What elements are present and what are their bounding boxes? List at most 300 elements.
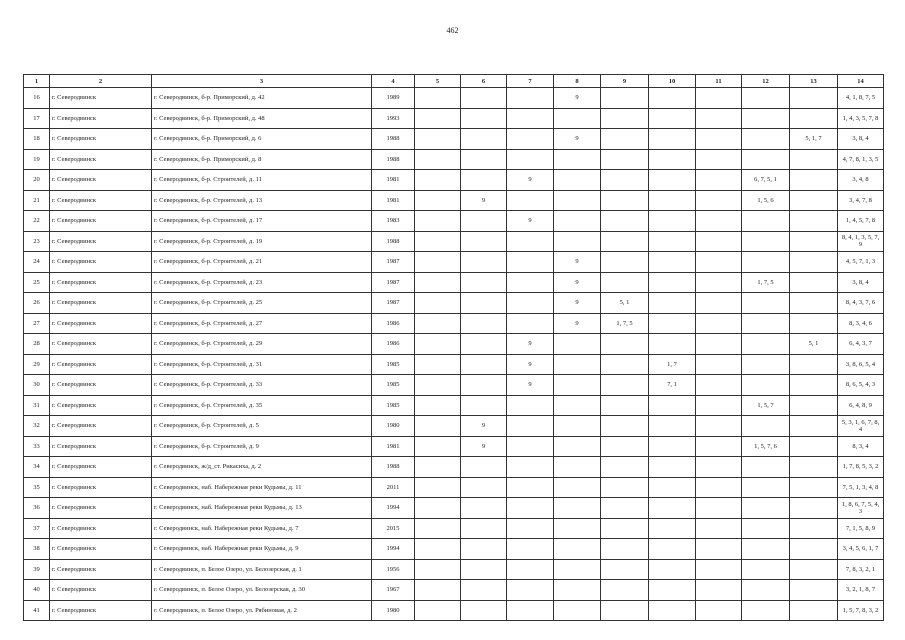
cell-col-6 [461,293,507,314]
cell-col-6 [461,580,507,601]
cell-col-5 [415,170,461,191]
cell-col-12 [742,477,790,498]
cell-col-8 [554,477,601,498]
cell-col-14: 3, 8, 4 [838,129,884,150]
table-row [24,190,884,211]
cell-settlement: г. Северодвинск [50,334,152,355]
cell-col-13 [790,416,838,437]
cell-col-12: 1, 7, 5 [742,272,790,293]
cell-address: г. Северодвинск, наб. Набережная реки Кудьмы, д. 13 [152,498,372,519]
cell-address: г. Северодвинск, б-р. Строителей, д. 23 [152,272,372,293]
cell-row-number: 30 [24,375,50,396]
cell-col-7 [507,457,554,478]
cell-row-number: 22 [24,211,50,232]
cell-col-7 [507,293,554,314]
cell-col-12 [742,498,790,519]
cell-col-6 [461,375,507,396]
cell-col-12 [742,334,790,355]
cell-col-10 [649,88,696,109]
cell-col-9 [601,334,649,355]
cell-col-11 [696,354,742,375]
cell-settlement: г. Северодвинск [50,539,152,560]
cell-col-6 [461,231,507,252]
cell-col-14: 4, 7, 8, 1, 3, 5 [838,149,884,170]
cell-col-8 [554,580,601,601]
cell-col-13 [790,498,838,519]
cell-col-5 [415,272,461,293]
cell-address: г. Северодвинск, б-р. Строителей, д. 11 [152,170,372,191]
cell-col-12 [742,457,790,478]
cell-col-12 [742,293,790,314]
table-row [24,231,884,252]
cell-col-14: 7, 1, 5, 8, 9 [838,518,884,539]
cell-col-7 [507,477,554,498]
cell-col-8 [554,518,601,539]
cell-year-built: 1987 [372,272,415,293]
cell-col-14: 8, 4, 1, 3, 5, 7, 9 [838,231,884,252]
cell-col-8 [554,231,601,252]
column-header-8: 8 [554,75,601,88]
table-row [24,539,884,560]
cell-col-8 [554,395,601,416]
cell-settlement: г. Северодвинск [50,416,152,437]
cell-col-13 [790,313,838,334]
cell-year-built: 1980 [372,416,415,437]
cell-col-10 [649,211,696,232]
table-header [24,75,884,88]
cell-col-14: 7, 8, 3, 2, 1 [838,559,884,580]
cell-col-12: 1, 5, 6 [742,190,790,211]
cell-address: г. Северодвинск, б-р. Строителей, д. 5 [152,416,372,437]
cell-col-11 [696,457,742,478]
cell-year-built: 1989 [372,88,415,109]
cell-col-7 [507,108,554,129]
table-body [24,88,884,621]
cell-settlement: г. Северодвинск [50,88,152,109]
cell-col-8 [554,559,601,580]
cell-row-number: 29 [24,354,50,375]
cell-col-6 [461,272,507,293]
table-row [24,149,884,170]
cell-col-10: 7, 1 [649,375,696,396]
column-header-9: 9 [601,75,649,88]
cell-settlement: г. Северодвинск [50,272,152,293]
cell-col-10 [649,149,696,170]
cell-col-5 [415,375,461,396]
cell-col-5 [415,211,461,232]
cell-col-10 [649,436,696,457]
cell-col-10 [649,129,696,150]
cell-row-number: 25 [24,272,50,293]
cell-col-10 [649,477,696,498]
cell-col-9 [601,88,649,109]
cell-col-10 [649,559,696,580]
cell-col-9 [601,190,649,211]
cell-col-9: 5, 1 [601,293,649,314]
cell-col-5 [415,539,461,560]
cell-year-built: 1987 [372,293,415,314]
cell-col-9 [601,354,649,375]
cell-row-number: 16 [24,88,50,109]
cell-col-5 [415,518,461,539]
cell-col-8 [554,600,601,621]
cell-row-number: 41 [24,600,50,621]
cell-col-11 [696,293,742,314]
cell-settlement: г. Северодвинск [50,559,152,580]
cell-settlement: г. Северодвинск [50,600,152,621]
cell-col-8: 9 [554,272,601,293]
cell-col-14: 3, 4, 7, 8 [838,190,884,211]
cell-row-number: 24 [24,252,50,273]
cell-col-13 [790,559,838,580]
cell-col-6 [461,559,507,580]
cell-col-5 [415,149,461,170]
cell-settlement: г. Северодвинск [50,313,152,334]
cell-col-7 [507,313,554,334]
cell-col-12 [742,539,790,560]
cell-year-built: 1985 [372,395,415,416]
cell-col-6 [461,477,507,498]
table-row [24,580,884,601]
cell-col-7 [507,539,554,560]
cell-col-13 [790,600,838,621]
column-header-12: 12 [742,75,790,88]
cell-col-9 [601,375,649,396]
cell-row-number: 33 [24,436,50,457]
cell-col-6 [461,518,507,539]
cell-col-5 [415,293,461,314]
cell-col-6 [461,129,507,150]
cell-col-11 [696,149,742,170]
cell-col-9 [601,231,649,252]
cell-row-number: 19 [24,149,50,170]
cell-settlement: г. Северодвинск [50,580,152,601]
cell-col-13 [790,170,838,191]
cell-col-5 [415,436,461,457]
cell-col-9 [601,272,649,293]
cell-col-12 [742,375,790,396]
cell-col-13 [790,149,838,170]
cell-col-12 [742,231,790,252]
cell-year-built: 1985 [372,354,415,375]
cell-year-built: 1983 [372,211,415,232]
cell-col-8 [554,190,601,211]
cell-col-14: 1, 4, 3, 5, 7, 8 [838,108,884,129]
cell-col-11 [696,272,742,293]
cell-col-11 [696,211,742,232]
cell-col-10 [649,518,696,539]
cell-col-13 [790,395,838,416]
cell-col-7 [507,231,554,252]
cell-settlement: г. Северодвинск [50,477,152,498]
cell-col-8 [554,211,601,232]
cell-col-5 [415,395,461,416]
cell-col-14: 1, 7, 8, 5, 3, 2 [838,457,884,478]
cell-address: г. Северодвинск, б-р. Строителей, д. 17 [152,211,372,232]
cell-year-built: 1981 [372,170,415,191]
cell-address: г. Северодвинск, наб. Набережная реки Кудьмы, д. 11 [152,477,372,498]
cell-col-5 [415,477,461,498]
cell-col-8: 9 [554,88,601,109]
cell-col-6 [461,211,507,232]
cell-col-5 [415,190,461,211]
cell-col-6 [461,498,507,519]
cell-col-8 [554,354,601,375]
cell-col-12 [742,416,790,437]
cell-col-11 [696,129,742,150]
cell-row-number: 28 [24,334,50,355]
cell-address: г. Северодвинск, ж/д_ст. Рикасиха, д. 2 [152,457,372,478]
cell-col-13 [790,211,838,232]
cell-row-number: 35 [24,477,50,498]
column-header-10: 10 [649,75,696,88]
cell-col-7: 9 [507,170,554,191]
cell-settlement: г. Северодвинск [50,457,152,478]
cell-col-7: 9 [507,211,554,232]
cell-col-6: 9 [461,190,507,211]
cell-year-built: 1994 [372,539,415,560]
cell-col-7 [507,436,554,457]
cell-col-6 [461,539,507,560]
cell-col-5 [415,334,461,355]
cell-col-7: 9 [507,375,554,396]
cell-col-10 [649,395,696,416]
cell-col-5 [415,580,461,601]
cell-col-9 [601,252,649,273]
table-row [24,498,884,519]
cell-col-14: 3, 4, 5, 6, 1, 7 [838,539,884,560]
cell-col-8 [554,170,601,191]
cell-col-12: 1, 5, 7, 6 [742,436,790,457]
cell-col-6: 9 [461,416,507,437]
cell-settlement: г. Северодвинск [50,395,152,416]
column-header-13: 13 [790,75,838,88]
cell-col-14: 8, 4, 3, 7, 6 [838,293,884,314]
column-header-6: 6 [461,75,507,88]
cell-row-number: 21 [24,190,50,211]
cell-col-5 [415,354,461,375]
cell-col-5 [415,231,461,252]
cell-col-13 [790,354,838,375]
cell-col-13 [790,88,838,109]
cell-row-number: 32 [24,416,50,437]
cell-col-12 [742,313,790,334]
cell-col-9 [601,395,649,416]
cell-col-10 [649,272,696,293]
cell-address: г. Северодвинск, б-р. Строителей, д. 33 [152,375,372,396]
cell-address: г. Северодвинск, б-р. Строителей, д. 31 [152,354,372,375]
cell-col-5 [415,416,461,437]
cell-col-6 [461,149,507,170]
cell-col-7 [507,395,554,416]
column-header-3: 3 [152,75,372,88]
cell-col-9 [601,498,649,519]
cell-col-7 [507,272,554,293]
table-row [24,518,884,539]
cell-col-7 [507,88,554,109]
cell-col-8 [554,436,601,457]
column-header-1: 1 [24,75,50,88]
cell-col-13 [790,436,838,457]
cell-settlement: г. Северодвинск [50,354,152,375]
cell-col-9 [601,559,649,580]
cell-col-7 [507,559,554,580]
cell-row-number: 27 [24,313,50,334]
cell-col-11 [696,416,742,437]
table-row [24,293,884,314]
cell-settlement: г. Северодвинск [50,190,152,211]
cell-col-13 [790,190,838,211]
cell-col-11 [696,252,742,273]
cell-col-9 [601,457,649,478]
cell-col-10 [649,600,696,621]
cell-col-9 [601,149,649,170]
cell-col-9 [601,170,649,191]
cell-row-number: 26 [24,293,50,314]
cell-row-number: 20 [24,170,50,191]
cell-col-14: 8, 3, 4 [838,436,884,457]
cell-col-6 [461,354,507,375]
cell-col-14: 3, 2, 1, 8, 7 [838,580,884,601]
cell-year-built: 1988 [372,457,415,478]
cell-col-14: 1, 5, 7, 8, 3, 2 [838,600,884,621]
cell-col-6 [461,334,507,355]
cell-col-14: 7, 5, 1, 3, 4, 8 [838,477,884,498]
cell-col-10 [649,108,696,129]
cell-address: г. Северодвинск, б-р. Строителей, д. 27 [152,313,372,334]
cell-address: г. Северодвинск, б-р. Строителей, д. 21 [152,252,372,273]
column-header-11: 11 [696,75,742,88]
cell-col-7 [507,129,554,150]
cell-col-13: 5, 1, 7 [790,129,838,150]
cell-col-8 [554,149,601,170]
cell-col-8 [554,334,601,355]
cell-col-7 [507,580,554,601]
cell-col-7 [507,600,554,621]
cell-col-13 [790,375,838,396]
table-row [24,416,884,437]
cell-col-10 [649,539,696,560]
housing-registry-table [23,74,884,621]
column-header-2: 2 [50,75,152,88]
cell-address: г. Северодвинск, наб. Набережная реки Кудьмы, д. 9 [152,539,372,560]
cell-col-7 [507,149,554,170]
cell-col-14: 3, 4, 8 [838,170,884,191]
cell-settlement: г. Северодвинск [50,211,152,232]
cell-col-10 [649,293,696,314]
cell-col-13 [790,457,838,478]
page-number: 462 [446,26,459,35]
cell-col-6 [461,313,507,334]
cell-col-11 [696,170,742,191]
cell-settlement: г. Северодвинск [50,129,152,150]
table-row [24,354,884,375]
cell-address: г. Северодвинск, б-р. Строителей, д. 29 [152,334,372,355]
cell-col-12 [742,580,790,601]
cell-settlement: г. Северодвинск [50,436,152,457]
cell-year-built: 2015 [372,518,415,539]
cell-col-14: 1, 4, 5, 7, 8 [838,211,884,232]
cell-col-13 [790,518,838,539]
cell-col-5 [415,88,461,109]
cell-col-13 [790,293,838,314]
cell-address: г. Северодвинск, п. Белое Озеро, ул. Белозерская, д. 1 [152,559,372,580]
cell-col-9 [601,416,649,437]
cell-col-8 [554,539,601,560]
cell-year-built: 1956 [372,559,415,580]
cell-col-12: 1, 5, 7 [742,395,790,416]
cell-col-11 [696,498,742,519]
cell-col-7: 9 [507,354,554,375]
cell-address: г. Северодвинск, п. Белое Озеро, ул. Рябиновая, д. 2 [152,600,372,621]
cell-settlement: г. Северодвинск [50,252,152,273]
cell-address: г. Северодвинск, б-р. Приморский, д. 6 [152,129,372,150]
cell-year-built: 1986 [372,334,415,355]
cell-col-5 [415,129,461,150]
cell-col-9 [601,600,649,621]
cell-col-14: 8, 3, 4, 6 [838,313,884,334]
cell-col-8: 9 [554,293,601,314]
table-row [24,211,884,232]
cell-col-9: 1, 7, 5 [601,313,649,334]
cell-settlement: г. Северодвинск [50,149,152,170]
column-header-4: 4 [372,75,415,88]
cell-col-14: 4, 5, 7, 1, 3 [838,252,884,273]
cell-col-14: 3, 8, 4 [838,272,884,293]
cell-col-11 [696,190,742,211]
cell-col-12 [742,129,790,150]
cell-settlement: г. Северодвинск [50,108,152,129]
cell-col-12 [742,354,790,375]
table-row [24,88,884,109]
cell-col-14: 8, 6, 5, 4, 3 [838,375,884,396]
cell-col-11 [696,539,742,560]
cell-settlement: г. Северодвинск [50,170,152,191]
column-header-7: 7 [507,75,554,88]
cell-year-built: 1993 [372,108,415,129]
cell-year-built: 1988 [372,149,415,170]
cell-col-8 [554,416,601,437]
cell-col-9 [601,580,649,601]
cell-col-11 [696,436,742,457]
cell-year-built: 1988 [372,129,415,150]
table-row [24,334,884,355]
cell-col-8: 9 [554,129,601,150]
cell-col-9 [601,436,649,457]
cell-settlement: г. Северодвинск [50,293,152,314]
table-row [24,457,884,478]
cell-col-11 [696,600,742,621]
cell-col-11 [696,313,742,334]
cell-col-10 [649,252,696,273]
cell-col-6 [461,170,507,191]
cell-col-14: 6, 4, 3, 7 [838,334,884,355]
cell-row-number: 37 [24,518,50,539]
cell-col-13 [790,477,838,498]
cell-col-8 [554,457,601,478]
cell-row-number: 38 [24,539,50,560]
cell-address: г. Северодвинск, п. Белое Озеро, ул. Белозерская, д. 30 [152,580,372,601]
cell-col-6 [461,108,507,129]
cell-year-built: 1986 [372,313,415,334]
cell-col-6 [461,88,507,109]
cell-col-14: 3, 8, 6, 5, 4 [838,354,884,375]
cell-col-14: 6, 4, 8, 9 [838,395,884,416]
cell-col-12 [742,252,790,273]
cell-col-12 [742,88,790,109]
table-row [24,129,884,150]
cell-year-built: 1967 [372,580,415,601]
